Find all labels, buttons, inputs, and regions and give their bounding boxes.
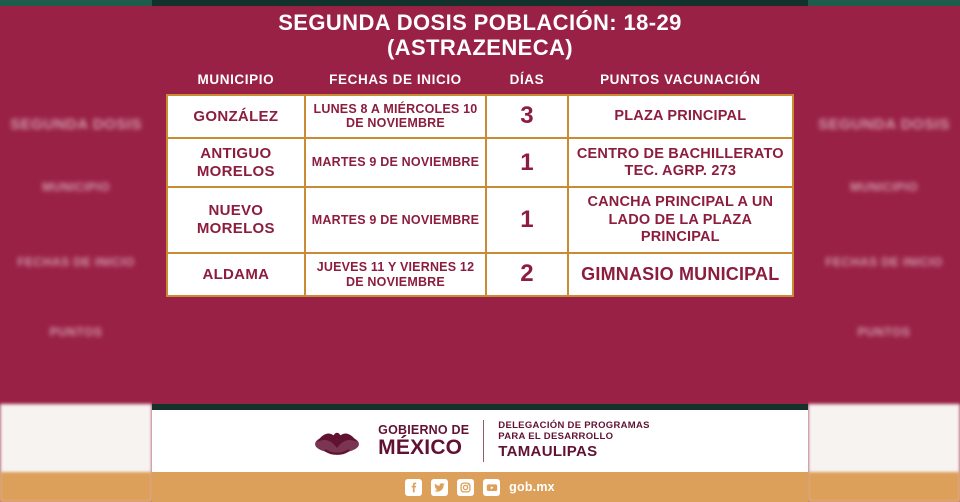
cell-dias: 3 (486, 95, 567, 139)
cell-dias: 2 (486, 253, 567, 297)
cell-municipio: ALDAMA (167, 253, 305, 297)
column-header-puntos: PUNTOS VACUNACIÓN (600, 71, 761, 87)
cell-dias: 1 (486, 138, 567, 187)
poster-title (152, 6, 808, 67)
cell-fechas: LUNES 8 A MIÉRCOLES 10 DE NOVIEMBRE (305, 95, 487, 139)
footer-divider (483, 420, 484, 462)
table-row (167, 95, 793, 139)
cell-puntos: CENTRO DE BACHILLERATO TEC. AGRP. 273 (568, 138, 793, 187)
delegacion-block (498, 421, 650, 460)
gobmx-label[interactable]: gob.mx (509, 480, 555, 494)
poster-footer (152, 404, 808, 502)
cell-municipio: NUEVO MORELOS (167, 187, 305, 252)
background-ghost-row3-left: PUNTOS (49, 325, 103, 339)
schedule-table (166, 67, 794, 298)
table-row (167, 253, 793, 297)
background-social-left (0, 472, 152, 502)
background-ghost-row2-right: FECHAS DE INICIO (825, 255, 943, 269)
background-social-right (808, 472, 960, 502)
column-header-municipio: MUNICIPIO (197, 71, 275, 87)
cell-dias: 1 (486, 187, 567, 252)
mexican-eagle-icon (310, 421, 364, 461)
cell-fechas: JUEVES 11 Y VIERNES 12 DE NOVIEMBRE (305, 253, 487, 297)
poster-body (152, 6, 808, 404)
delegacion-line-1: DELEGACIÓN DE PROGRAMAS (498, 420, 650, 432)
gobierno-de-mexico-wordmark (378, 424, 469, 458)
cell-puntos: CANCHA PRINCIPAL A UN LADO DE LA PLAZA PRINCIPAL (568, 187, 793, 252)
background-ghost-title-left: SEGUNDA DOSIS (10, 116, 142, 133)
table-body (167, 95, 793, 297)
poster-title-line-1: SEGUNDA DOSIS POBLACIÓN: 18-29 (278, 10, 682, 35)
instagram-icon[interactable] (457, 479, 474, 496)
background-ghost-row3-right: PUNTOS (857, 325, 911, 339)
gobierno-de-label: GOBIERNO DE (378, 423, 470, 438)
table-header-row (167, 67, 793, 95)
background-ghost-title-right: SEGUNDA DOSIS (818, 116, 950, 133)
table-row (167, 187, 793, 252)
cell-municipio: GONZÁLEZ (167, 95, 305, 139)
cell-puntos: GIMNASIO MUNICIPAL (568, 253, 793, 297)
column-header-fechas: FECHAS DE INICIO (329, 71, 462, 87)
background-ghost-row2-left: FECHAS DE INICIO (17, 255, 135, 269)
table-row (167, 138, 793, 187)
youtube-icon[interactable] (483, 479, 500, 496)
delegacion-line-2: PARA EL DESARROLLO (498, 431, 614, 443)
background-left-blur (0, 0, 152, 502)
background-right-blur (808, 0, 960, 502)
footer-branding (152, 410, 808, 472)
social-bar (152, 472, 808, 502)
facebook-icon[interactable] (405, 479, 422, 496)
background-ghost-row1-right: MUNICIPIO (850, 180, 918, 194)
tamaulipas-label: TAMAULIPAS (498, 443, 598, 461)
mexico-label: MÉXICO (378, 435, 463, 459)
poster-title-line-2: (ASTRAZENECA) (386, 35, 574, 61)
background-ghost-row1-left: MUNICIPIO (42, 180, 110, 194)
schedule-table-wrapper (166, 67, 794, 298)
table-head (167, 67, 793, 95)
vaccination-poster (152, 0, 808, 502)
column-header-dias: DÍAS (509, 71, 545, 87)
cell-fechas: MARTES 9 DE NOVIEMBRE (305, 187, 487, 252)
twitter-icon[interactable] (431, 479, 448, 496)
cell-municipio: ANTIGUO MORELOS (167, 138, 305, 187)
cell-puntos: PLAZA PRINCIPAL (568, 95, 793, 139)
cell-fechas: MARTES 9 DE NOVIEMBRE (305, 138, 487, 187)
